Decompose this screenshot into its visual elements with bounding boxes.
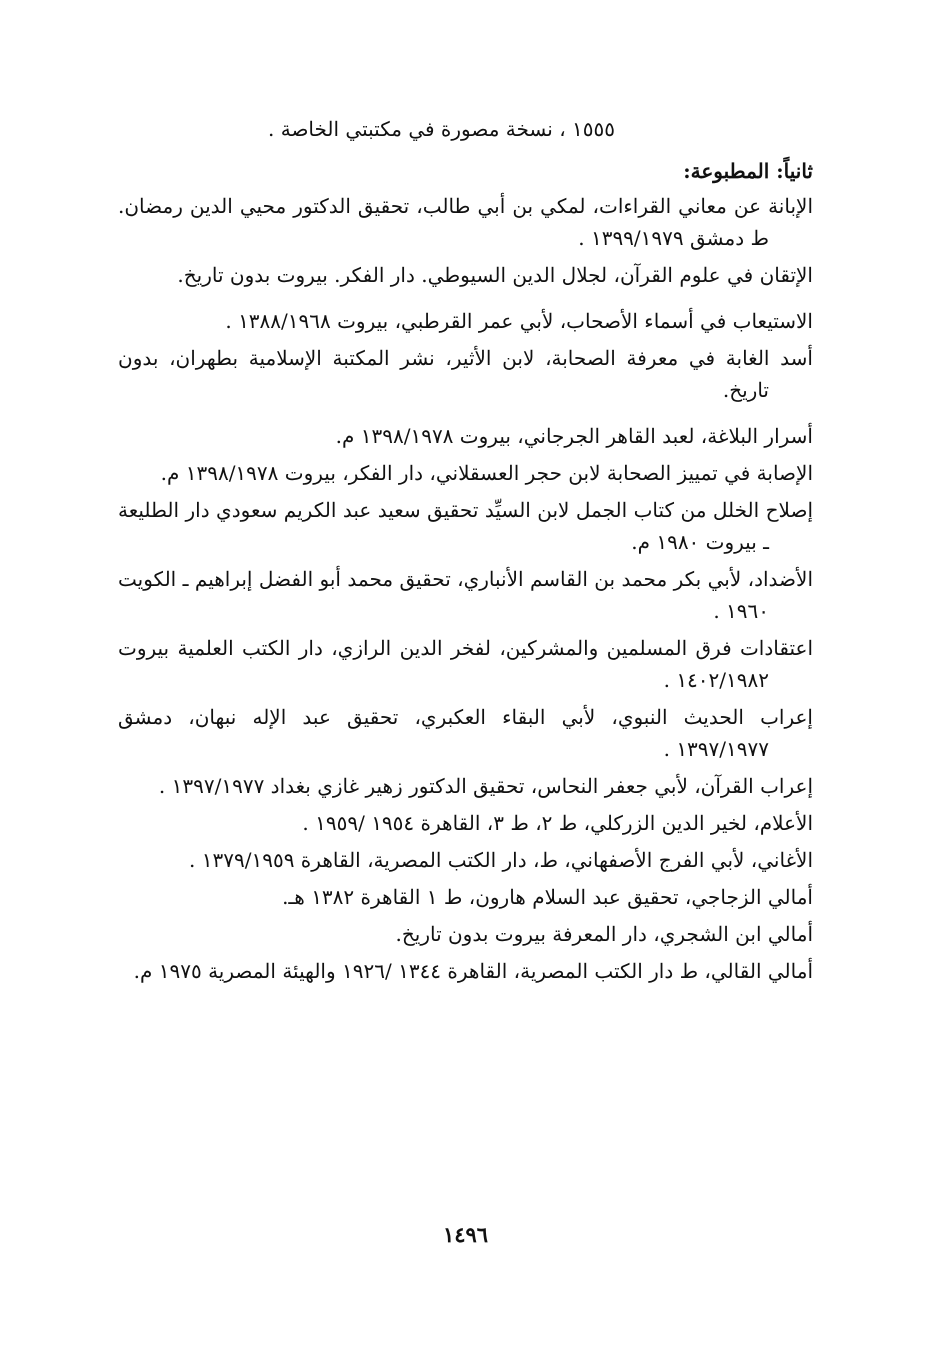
bibliography-entry-amali-qali: أمالي القالي، ط دار الكتب المصرية، القاهرة ١٣٤٤ /١٩٢٦ والهيئة المصرية ١٩٧٥ م. <box>133 959 813 983</box>
bibliography-entry-alam: الأعلام، لخير الدين الزركلي، ط ٢، ط ٣، القاهرة ١٩٥٤ /١٩٥٩ . <box>302 811 813 835</box>
bibliography-entry-isaba: الإصابة في تمييز الصحابة لابن حجر العسقلاني، دار الفكر، بيروت ١٣٩٨/١٩٧٨ م. <box>160 461 813 485</box>
bibliography-text <box>118 112 813 992</box>
bibliography-entry-itiqadat: اعتقادات فرق المسلمين والمشركين، لفخر الدين الرازي، دار الكتب العلمية بيروت ١٤٠٢/١٩٨٢ . <box>118 636 813 692</box>
bibliography-entry-usd-al-ghaba: أسد الغابة في معرفة الصحابة، لابن الأثير، نشر المكتبة الإسلامية بطهران، بدون تاريخ. <box>118 346 813 402</box>
bibliography-entry-itqan: الإتقان في علوم القرآن، لجلال الدين السيوطي. دار الفكر. بيروت بدون تاريخ. <box>177 263 813 287</box>
bibliography-entry-aghani: الأغاني، لأبي الفرج الأصفهاني، ط، دار الكتب المصرية، القاهرة ١٣٧٩/١٩٥٩ . <box>189 848 813 872</box>
bibliography-entry-irab-al-hadith: إعراب الحديث النبوي، لأبي البقاء العكبري، تحقيق عبد الإله نبهان، دمشق ١٣٩٧/١٩٧٧ . <box>118 705 813 761</box>
intro-line: ١٥٥٥ ، نسخة مصورة في مكتبتي الخاصة . <box>268 117 615 141</box>
bibliography-entry-istiab: الاستيعاب في أسماء الأصحاب، لأبي عمر القرطبي، بيروت ١٣٨٨/١٩٦٨ . <box>225 309 813 333</box>
section-heading-printed: ثانياً: المطبوعة: <box>683 159 813 183</box>
bibliography-entry-amali-ibn-shajari: أمالي ابن الشجري، دار المعرفة بيروت بدون تاريخ. <box>395 922 813 946</box>
page-number: ١٤٩٦ <box>442 1222 489 1247</box>
bibliography-entry-addad: الأضداد، لأبي بكر محمد بن القاسم الأنباري، تحقيق محمد أبو الفضل إبراهيم ـ الكويت ١٩٦٠ . <box>118 567 814 623</box>
bibliography-entry-islah-al-khalal: إصلاح الخلل من كتاب الجمل لابن السيِّد تحقيق سعيد عبد الكريم سعودي دار الطليعة ـ بيروت ١٩٨٠ م. <box>118 498 813 554</box>
bibliography-entry-ibana: الإبانة عن معاني القراءات، لمكي بن أبي طالب، تحقيق الدكتور محيي الدين رمضان. ط دمشق ١٣٩٩/١٩٧٩ . <box>118 194 813 250</box>
bibliography-entry-asrar-al-balagha: أسرار البلاغة، لعبد القاهر الجرجاني، بيروت ١٣٩٨/١٩٧٨ م. <box>335 424 813 448</box>
bibliography-entry-amali-zajjaji: أمالي الزجاجي، تحقيق عبد السلام هارون، ط ١ القاهرة ١٣٨٢ هـ. <box>282 885 813 909</box>
bibliography-entry-irab-al-quran: إعراب القرآن، لأبي جعفر النحاس، تحقيق الدكتور زهير غازي بغداد ١٣٩٧/١٩٧٧ . <box>158 774 813 798</box>
